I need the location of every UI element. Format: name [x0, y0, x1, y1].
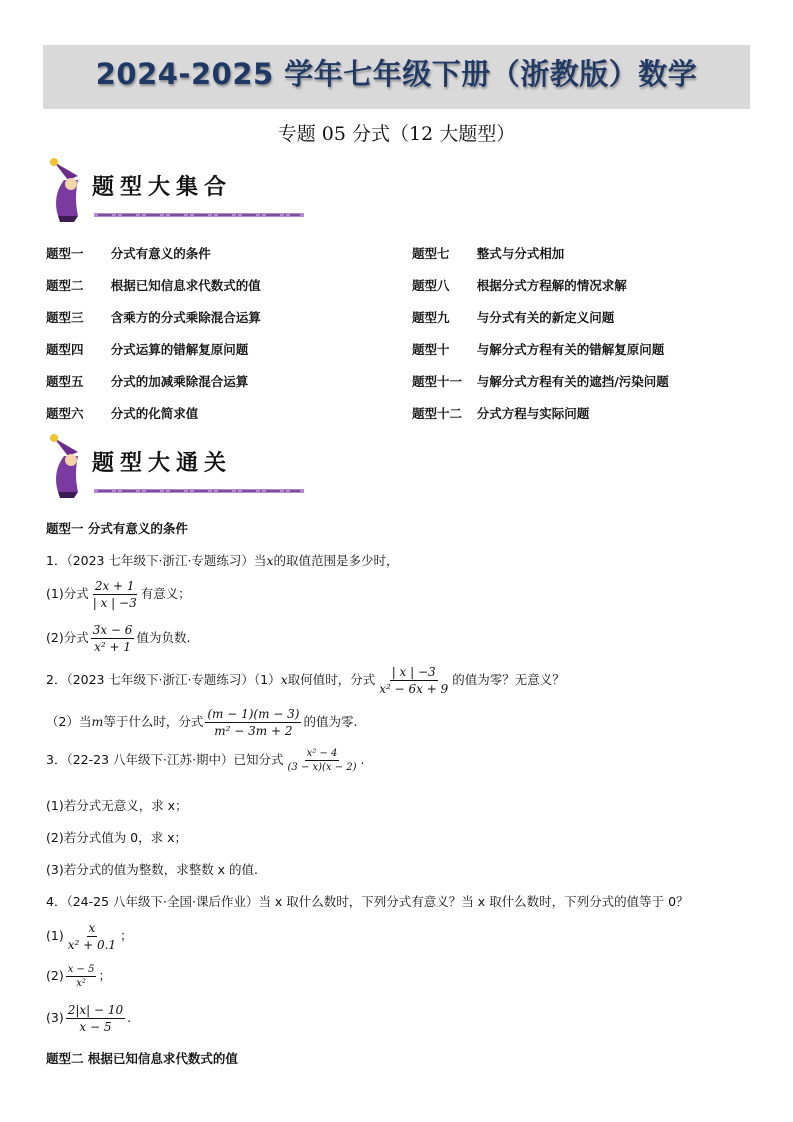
toc-item: 题型三 含乘方的分式乘除混合运算 [46, 310, 261, 325]
section-header-practice [44, 432, 269, 502]
section-heading: 题型大集合 [92, 174, 233, 200]
question-3-part-3: (3)若分式的值为整数，求整数 x 的值. [46, 862, 259, 877]
toc-item: 题型七 整式与分式相加 [412, 246, 565, 261]
question-4-part-3: (3) $\frac{2|x| - 10}{x - 5}$ . [46, 1003, 132, 1034]
toc-item: 题型十二 分式方程与实际问题 [412, 406, 590, 421]
toc-item: 题型八 根据分式方程解的情况求解 [412, 278, 627, 293]
toc-item: 题型九 与分式有关的新定义问题 [412, 310, 615, 325]
question-1-part-1: (1)分式 $\frac{2x + 1}{| x | -3}$ 有意义； [46, 579, 191, 610]
question-4-part-1: (1) $\frac{x}{\text{x² + 0.1}}$ ； [46, 921, 133, 952]
question-1-part-2: (2)分式 $\frac{3x - 6}{\text{x² + 1}}$ 值为负数. [46, 623, 191, 654]
toc-item: 题型一 分式有意义的条件 [46, 246, 211, 261]
toc-item: 题型二 根据已知信息求代数式的值 [46, 278, 261, 293]
section-heading: 题型大通关 [92, 450, 233, 476]
document-title: 2024-2025 学年七年级下册（浙教版）数学 [95, 57, 698, 91]
decorative-underline [94, 487, 304, 495]
section-header-collection [44, 156, 269, 226]
toc-item: 题型十一 与解分式方程有关的遮挡/污染问题 [412, 374, 669, 389]
toc-right-column [412, 244, 669, 436]
toc-left-column [46, 244, 261, 436]
question-3-intro: 3．（22-23 八年级下·江苏·期中）已知分式 $\frac{\text{x² − 4}}{(3 - x)(x - 2)}$ . [46, 748, 365, 773]
question-4-part-2: (2) $\frac{x - 5}{\text{x²}}$ ； [46, 964, 111, 989]
question-2-part-2: （2）当m等于什么时，分式 $\frac{(m - 1)(m - 3)}{\text{m² − 3m + 2}}$ 的值为零. [46, 707, 358, 738]
toc-item: 题型五 分式的加减乘除混合运算 [46, 374, 249, 389]
question-3-part-2: (2)若分式值为 0，求 x； [46, 830, 188, 845]
question-3-part-1: (1)若分式无意义，求 x； [46, 798, 188, 813]
decorative-underline [94, 211, 304, 219]
topic-subtitle: 专题 05 分式（12 大题型） [277, 123, 516, 145]
question-1-intro: 1．（2023 七年级下·浙江·专题练习）当x的取值范围是多少时， [46, 553, 399, 568]
question-type-heading: 题型二 根据已知信息求代数式的值 [46, 1051, 238, 1066]
toc-item: 题型六 分式的化简求值 [46, 406, 199, 421]
question-type-heading: 题型一 分式有意义的条件 [46, 521, 188, 536]
toc-item: 题型四 分式运算的错解复原问题 [46, 342, 249, 357]
toc-item: 题型十 与解分式方程有关的错解复原问题 [412, 342, 665, 357]
question-2-part-1: 2．（2023 七年级下·浙江·专题练习）（1）x取何值时，分式 $\frac{| x | -3}{\text{x² − 6x + 9}}$ 的值为零？无意义？ [46, 665, 565, 696]
question-4-intro: 4．（24-25 八年级下·全国·课后作业）当 x 取什么数时，下列分式有意义？当 x 取什么数时，下列分式的值等于 0？ [46, 894, 689, 909]
